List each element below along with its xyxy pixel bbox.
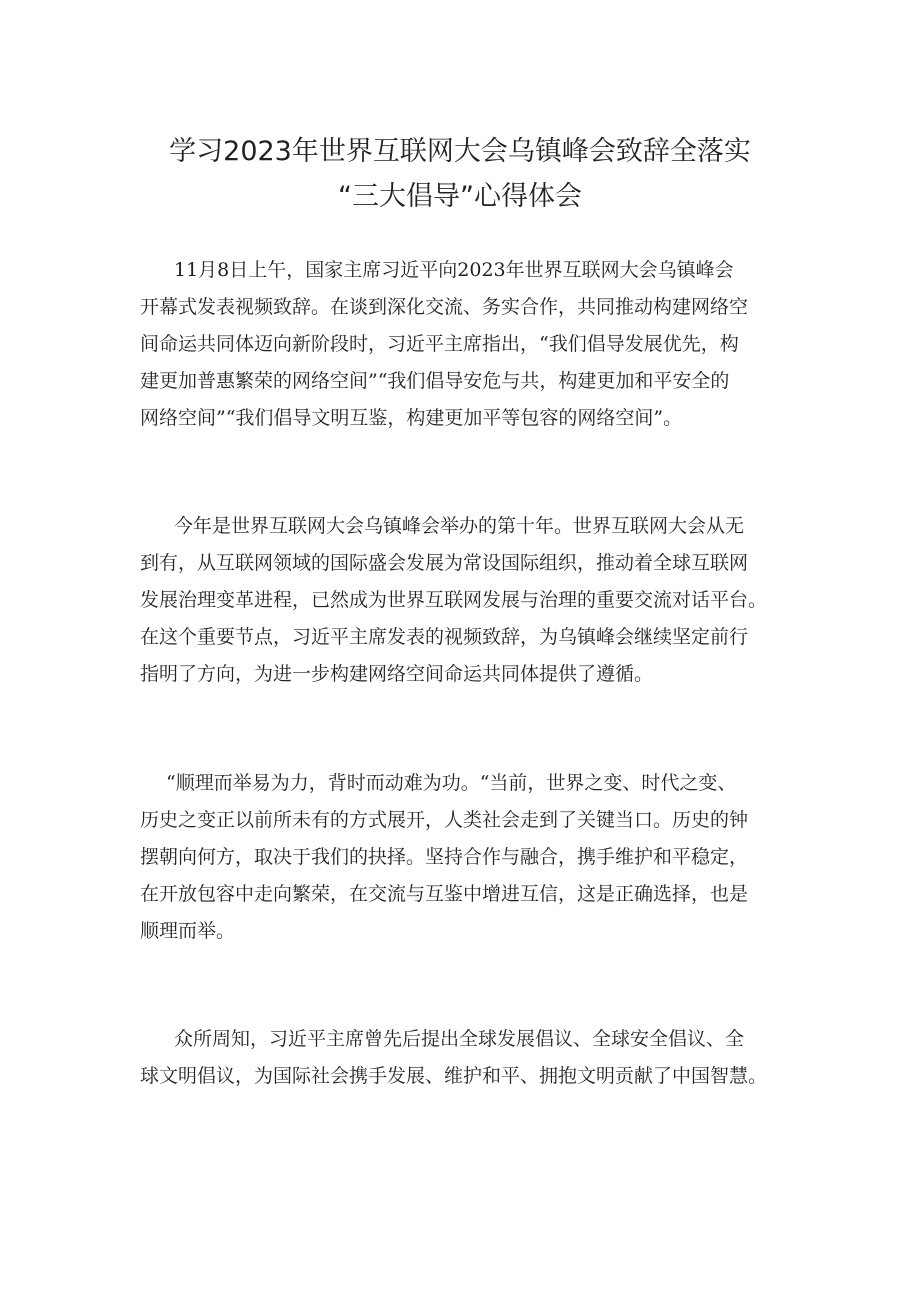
paragraph-line: 指明了方向，为进一步构建网络空间命运共同体提供了遵循。 [140, 663, 654, 685]
paragraph-line: 在开放包容中走向繁荣，在交流与互鉴中增进互信，这是正确选择，也是 [140, 883, 749, 905]
paragraph-line: “顺理而举易为力，背时而动难为功。“当前，世界之变、时代之变、 [166, 772, 737, 794]
paragraph-2 [140, 508, 790, 693]
paragraph-line: 今年是世界互联网大会乌镇峰会举办的第十年。世界互联网大会从无 [174, 515, 745, 537]
paragraph-line: 摆朝向何方，取决于我们的抉择。坚持合作与融合，携手维护和平稳定， [140, 846, 749, 868]
paragraph-line: 历史之变正以前所未有的方式展开，人类社会走到了关键当口。历史的钟 [140, 809, 749, 831]
paragraph-line: 顺理而举。 [140, 920, 236, 942]
paragraph-line: 球文明倡议，为国际社会携手发展、维护和平、拥抱文明贡献了中国智慧。 [140, 1065, 768, 1087]
paragraph-3 [140, 765, 790, 950]
paragraph-line: 众所周知，习近平主席曾先后提出全球发展倡议、全球安全倡议、全 [174, 1028, 745, 1050]
paragraph-line: 在这个重要节点，习近平主席发表的视频致辞，为乌镇峰会继续坚定前行 [140, 626, 749, 648]
paragraph-line: 到有，从互联网领域的国际盛会发展为常设国际组织，推动着全球互联网 [140, 552, 749, 574]
paragraph-line: 间命运共同体迈向新阶段时，习近平主席指出，“我们倡导发展优先，构 [140, 333, 739, 355]
document-title-line-2: “三大倡导”心得体会 [338, 181, 582, 212]
paragraph-line: 11月8日上午，国家主席习近平向2023年世界互联网大会乌镇峰会 [174, 259, 734, 281]
paragraph-line: 发展治理变革进程，已然成为世界互联网发展与治理的重要交流对话平台。 [140, 589, 768, 611]
paragraph-line: 建更加普惠繁荣的网络空间”“我们倡导安危与共，构建更加和平安全的 [140, 370, 730, 392]
document-title-line-1: 学习2023年世界互联网大会乌镇峰会致辞全落实 [169, 136, 751, 167]
paragraph-line: 开幕式发表视频致辞。在谈到深化交流、务实合作，共同推动构建网络空 [140, 296, 749, 318]
paragraph-line: 网络空间”“我们倡导文明互鉴，构建更加平等包容的网络空间”。 [140, 407, 683, 429]
paragraph-4 [140, 1021, 790, 1095]
paragraph-1 [140, 252, 790, 437]
